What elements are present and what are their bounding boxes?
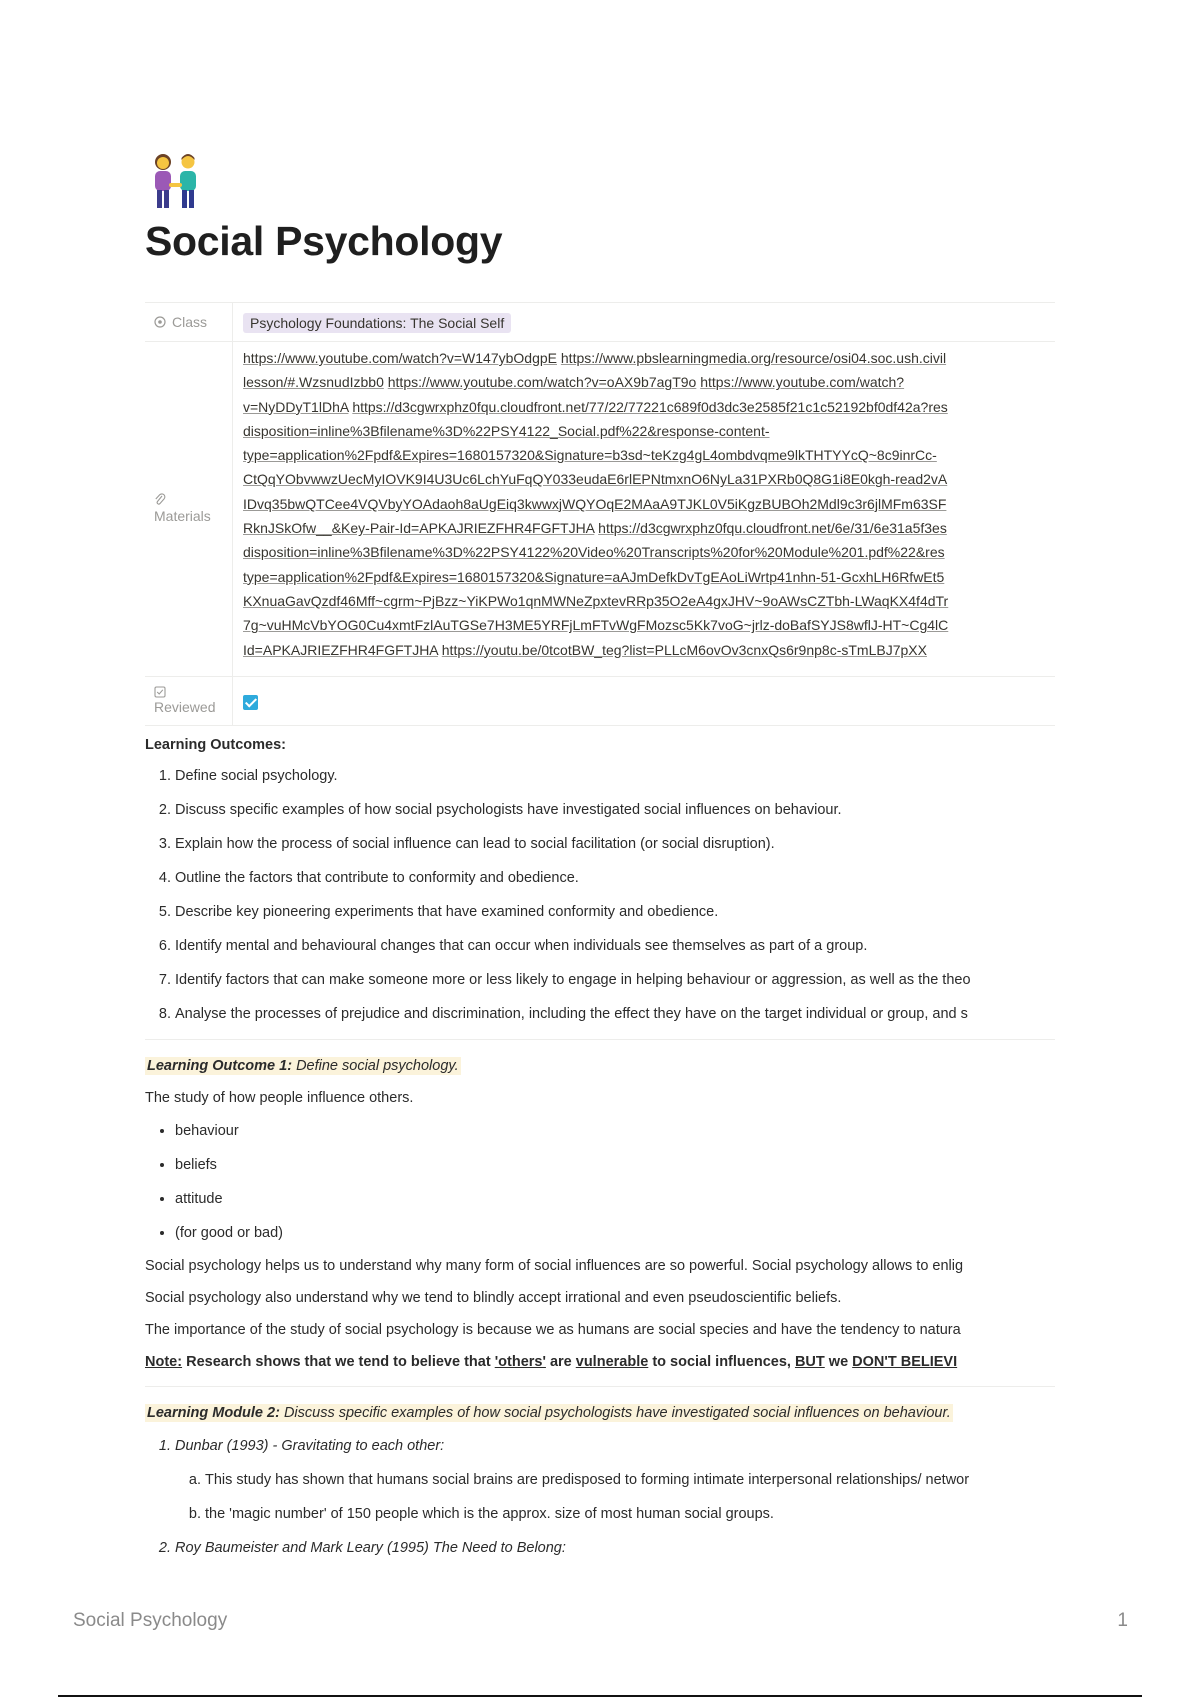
materials-line <box>243 395 1055 419</box>
two-people-icon <box>145 150 207 212</box>
material-link[interactable]: CtQqYObvwwzUecMyIOVK9I4U3Uc6LchYuFqQY033eudaE6rlEPNtmxnO6NyLa31PXRb0Q8G1i8E0kgh-read2vA <box>243 471 948 488</box>
learning-outcomes-list <box>145 759 1055 1031</box>
footer-title: Social Psychology <box>73 1610 228 1631</box>
material-link[interactable]: https://youtu.be/0tcotBW_teg?list=PLLcM6ovOv3cnxQs6r9np8c-sTmLBJ7pXX <box>441 641 927 658</box>
material-link[interactable]: IDvq35bwQTCee4VQVbyYOAdaoh8aUgEiq3kwwxjWQYOqE2MAaA9TJKL0V5iKgzBUBOh2Mdl9c3r6jlMFm63SF <box>243 495 947 512</box>
bullet-item: • (for good or bad) <box>175 1216 1055 1250</box>
materials-line <box>243 346 1055 370</box>
learning-outcome-item: 2. Discuss specific examples of how social psychologists have investigated social influences on behaviour. <box>175 793 1055 827</box>
material-link[interactable]: KXnuaGavQzdf46Mff~cgrm~PjBzz~YiKPWo1qnMWNeZpxtevRRp35O2eA4gxJHV~9oAWsCZTbh-LWaqKX4f4dTr <box>243 592 949 609</box>
material-link[interactable]: https://d3cgwrxphz0fqu.cloudfront.net/6e/31/6e31a5f3es <box>598 520 947 537</box>
material-link[interactable]: RknJSkOfw__&Key-Pair-Id=APKAJRIEZFHR4FGFTJHA <box>243 520 595 537</box>
property-label-class: Class <box>145 303 233 341</box>
study-item: 1. Dunbar (1993) - Gravitating to each other: a. This study has shown that humans social brains are predisposed to forming intimate interpersonal relationships/ networ b. the 'magic number' of 150 people which is the approx. size of most human social groups. <box>175 1429 1055 1531</box>
page-content <box>145 302 1055 1565</box>
property-class-row <box>145 303 1055 342</box>
material-link[interactable]: https://d3cgwrxphz0fqu.cloudfront.net/77/22/77221c689f0d3dc3e2585f21c1c52192bf0df42a?res <box>352 398 948 415</box>
material-link[interactable]: type=application%2Fpdf&Expires=1680157320&Signature=aAJmDefkDvTgEAoLiWrtp41nhn-51-GcxhLH6RfwEt5 <box>243 568 945 585</box>
property-label-materials: Materials <box>145 342 233 676</box>
material-link[interactable]: https://www.youtube.com/watch?v=W147ybOdgpE <box>243 350 557 366</box>
page-number: 1 <box>1117 1610 1128 1631</box>
study-point: a. This study has shown that humans social brains are predisposed to forming intimate interpersonal relationships/ networ <box>205 1463 1055 1497</box>
materials-line <box>243 467 1055 491</box>
lo1-intro: The study of how people influence others. <box>145 1090 414 1106</box>
material-link[interactable]: Id=APKAJRIEZFHR4FGFTJHA <box>243 641 438 658</box>
learning-outcome-item: 5. Describe key pioneering experiments that have examined conformity and obedience. <box>175 895 1055 929</box>
properties-table <box>145 302 1055 726</box>
paperclip-icon <box>154 493 166 507</box>
materials-line <box>243 589 1055 613</box>
bullet-item: • beliefs <box>175 1148 1055 1182</box>
materials-line <box>243 419 1055 443</box>
class-tag[interactable]: Psychology Foundations: The Social Self <box>243 313 511 333</box>
property-materials-row <box>145 342 1055 677</box>
lm2-studies-list <box>145 1429 1055 1565</box>
materials-line <box>243 540 1055 564</box>
learning-outcome-item: 7. Identify factors that can make someone more or less likely to engage in helping behaviour or aggression, as well as the theo <box>175 963 1055 997</box>
material-link[interactable]: v=NyDDyT1lDhA <box>243 398 349 415</box>
study-point: b. the 'magic number' of 150 people which is the approx. size of most human social groups. <box>205 1497 1055 1531</box>
property-value-reviewed <box>233 677 1055 725</box>
lo1-heading: Learning Outcome 1: Define social psychology. <box>147 1058 459 1074</box>
materials-line <box>243 443 1055 467</box>
learning-outcomes-heading: Learning Outcomes: <box>145 737 286 753</box>
materials-line <box>243 638 1055 662</box>
learning-outcome-item: 6. Identify mental and behavioural changes that can occur when individuals see themselves as part of a group. <box>175 929 1055 963</box>
material-link[interactable]: disposition=inline%3Bfilename%3D%22PSY4122%20Video%20Transcripts%20for%20Module%201.pdf%22&res <box>243 544 945 561</box>
material-link[interactable]: https://www.youtube.com/watch? <box>700 374 905 391</box>
property-value-class[interactable] <box>233 303 1055 341</box>
materials-line <box>243 492 1055 516</box>
footer-rule <box>58 1695 1142 1697</box>
learning-outcome-item: 3. Explain how the process of social influence can lead to social facilitation (or social disruption). <box>175 827 1055 861</box>
materials-links <box>233 342 1055 676</box>
material-link[interactable]: type=application%2Fpdf&Expires=1680157320&Signature=b3sd~teKzg4gL4ombdvqme9lkTHTYYcQ~8c9inrCc- <box>243 447 937 464</box>
material-link[interactable]: https://www.youtube.com/watch?v=oAX9b7agT9o <box>387 374 697 391</box>
lo1-note: Note: Research shows that we tend to believe that 'others' are vulnerable to social influences, BUT we DON'T BELIEVI <box>145 1354 958 1370</box>
materials-line <box>243 613 1055 637</box>
materials-line <box>243 370 1055 394</box>
page-title: Social Psychology <box>145 218 503 264</box>
lo1-paragraph: Social psychology helps us to understand why many form of social influences are so powerful. Social psychology allows to enlig <box>145 1258 964 1274</box>
divider <box>145 1386 1055 1387</box>
divider <box>145 1039 1055 1040</box>
bullet-item: • behaviour <box>175 1114 1055 1148</box>
lm2-heading: Learning Module 2: Discuss specific examples of how social psychologists have investigated social influences on behaviour. <box>147 1405 951 1421</box>
study-item: 2. Roy Baumeister and Mark Leary (1995) The Need to Belong: <box>175 1531 1055 1565</box>
class-target-icon <box>154 316 166 328</box>
materials-line <box>243 516 1055 540</box>
materials-line <box>243 565 1055 589</box>
learning-outcome-item: 8. Analyse the processes of prejudice and discrimination, including the effect they have on the target individual or group, and s <box>175 997 1055 1031</box>
material-link[interactable]: disposition=inline%3Bfilename%3D%22PSY4122_Social.pdf%22&response-content- <box>243 422 770 439</box>
learning-outcome-item: 1. Define social psychology. <box>175 759 1055 793</box>
lo1-bullet-list <box>145 1114 1055 1250</box>
material-link[interactable]: lesson/#.WzsnudIzbb0 <box>243 374 384 391</box>
material-link[interactable]: 7g~vuHMcVbYOG0Cu4xmtFzlAuTGSe7H3ME5YRFjLmFTvWgFMozsc5Kk7voG~jrlz-doBafSYJS8wflJ-HT~Cg4lC <box>243 617 949 634</box>
material-link[interactable]: https://www.pbslearningmedia.org/resource/osi04.soc.ush.civil <box>560 350 947 366</box>
lo1-paragraph: The importance of the study of social psychology is because we as humans are social species and have the tendency to natura <box>145 1322 961 1338</box>
bullet-item: • attitude <box>175 1182 1055 1216</box>
learning-outcome-item: 4. Outline the factors that contribute to conformity and obedience. <box>175 861 1055 895</box>
lo1-paragraph: Social psychology also understand why we tend to blindly accept irrational and even pseudoscientific beliefs. <box>145 1290 842 1306</box>
property-reviewed-row <box>145 677 1055 726</box>
checkbox-icon <box>154 686 166 698</box>
reviewed-checkbox[interactable] <box>243 695 258 710</box>
property-label-reviewed: Reviewed <box>145 677 233 725</box>
